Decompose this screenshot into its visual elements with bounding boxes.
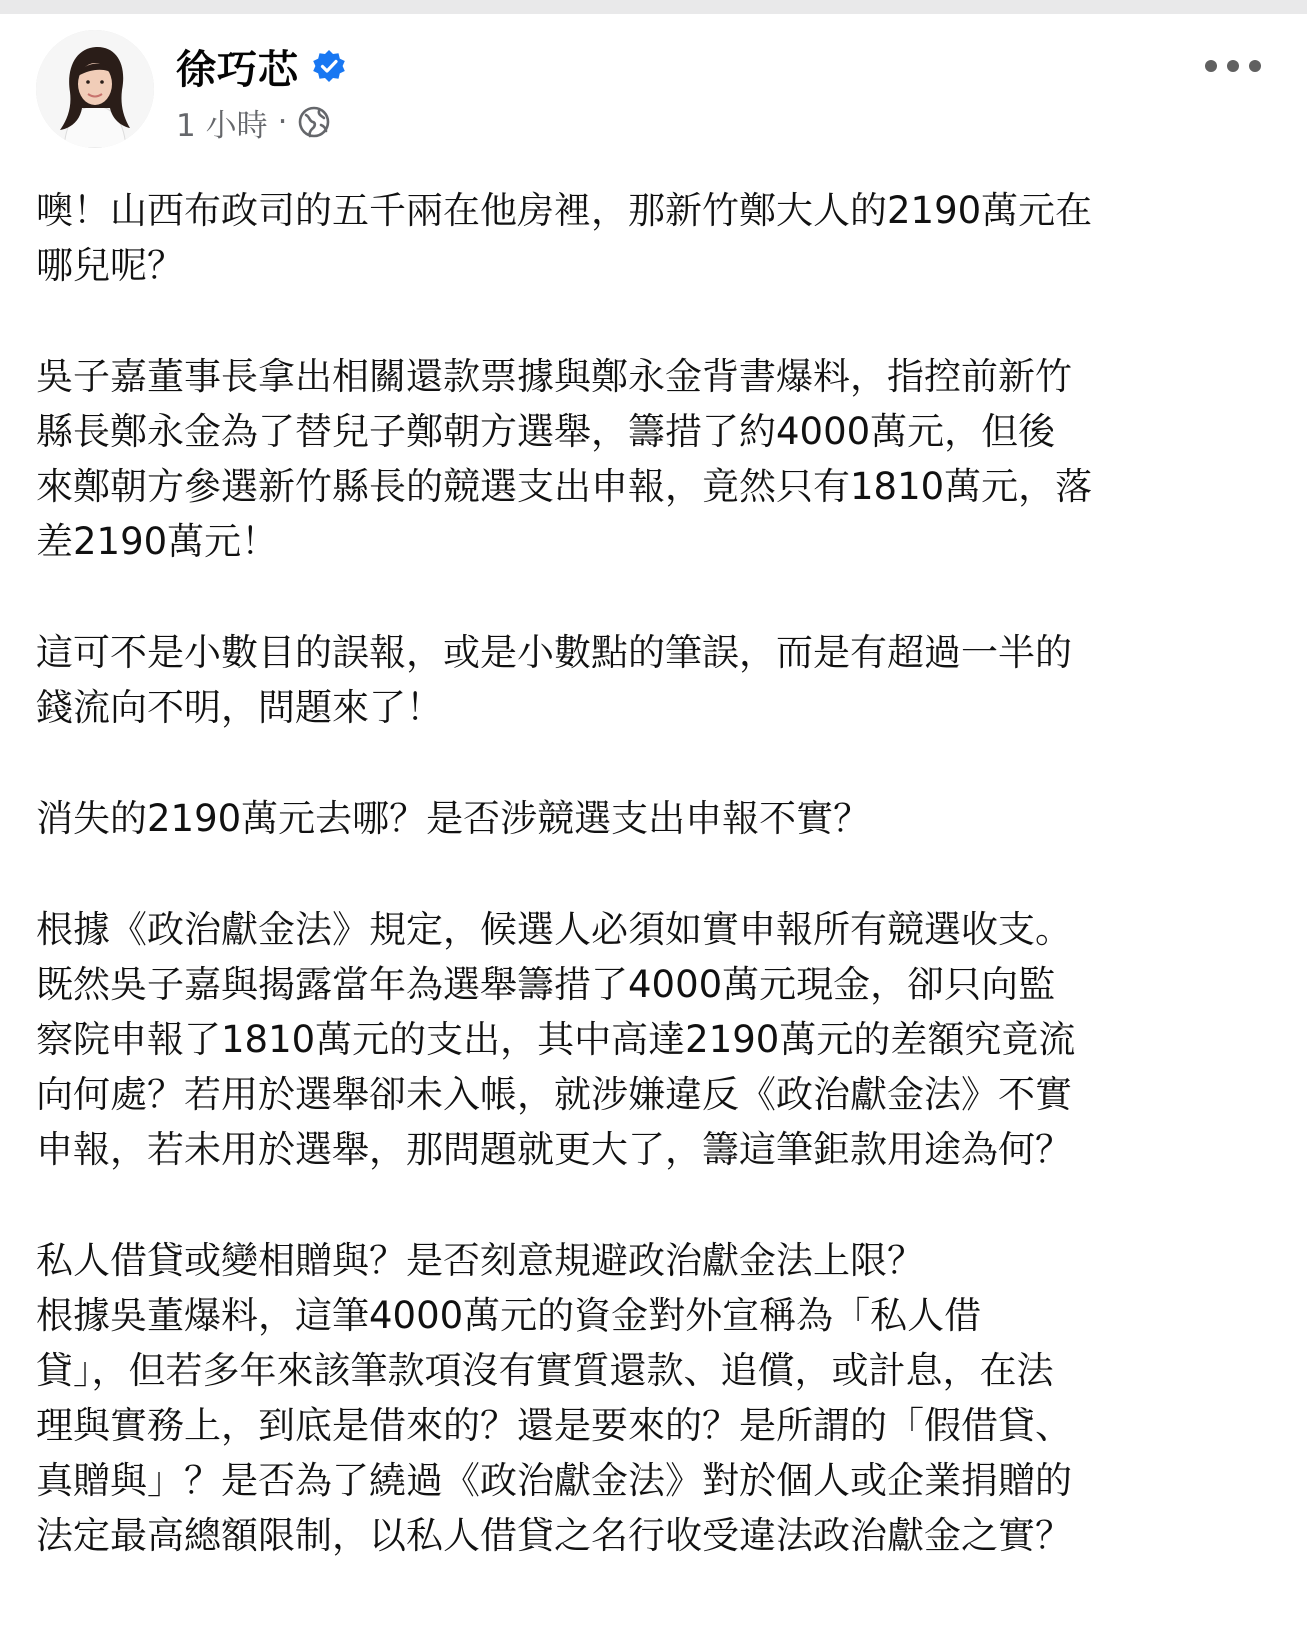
post-text-line: 既然吳子嘉與揭露當年為選舉籌措了4000萬元現金，卻只向監 (36, 963, 1056, 1006)
post-text-line: 來鄭朝方參選新竹縣長的競選支出申報，竟然只有1810萬元，落 (36, 465, 1093, 508)
post-text-line: 根據吳董爆料，這筆4000萬元的資金對外宣稱為「私人借 (36, 1294, 982, 1337)
post-paragraph (36, 791, 1276, 846)
post-text-line: 貸」，但若多年來該筆款項沒有實質還款、追償，或計息，在法 (36, 1349, 1054, 1392)
post-text-line: 噢！山西布政司的五千兩在他房裡，那新竹鄭大人的2190萬元在 (36, 189, 1093, 232)
avatar[interactable] (36, 30, 154, 148)
post-text-line: 私人借貸或變相贈與？是否刻意規避政治獻金法上限？ (36, 1239, 924, 1282)
post-text-line: 錢流向不明，問題來了！ (36, 686, 443, 729)
avatar-image (36, 30, 154, 148)
post-text-line: 根據《政治獻金法》規定，候選人必須如實申報所有競選收支。 (36, 908, 1072, 951)
post-text-line: 理與實務上，到底是借來的？還是要來的？是所謂的「假借貸、 (36, 1404, 1072, 1447)
post-paragraph (36, 1233, 1276, 1563)
post-text-line: 申報，若未用於選舉，那問題就更大了，籌這筆鉅款用途為何？ (36, 1128, 1072, 1171)
post-text-line: 消失的2190萬元去哪？是否涉競選支出申報不實？ (36, 797, 871, 840)
author-row (176, 36, 347, 96)
post-text-line: 縣長鄭永金為了替兒子鄭朝方選舉，籌措了約4000萬元，但後 (36, 410, 1056, 453)
post-text-line: 察院申報了1810萬元的支出，其中高達2190萬元的差額究竟流 (36, 1018, 1076, 1061)
post-text-line: 真贈與」？是否為了繞過《政治獻金法》對於個人或企業捐贈的 (36, 1459, 1072, 1502)
meta-separator: · (277, 104, 288, 140)
more-options-icon[interactable] (1205, 56, 1261, 76)
author-name[interactable]: 徐巧芯 (176, 46, 299, 93)
post-paragraph (36, 349, 1276, 569)
post-meta (176, 100, 331, 144)
verified-badge-icon (311, 48, 347, 84)
post-text-line: 吳子嘉董事長拿出相關還款票據與鄭永金背書爆料，指控前新竹 (36, 355, 1072, 398)
post-time[interactable]: 1 小時 (176, 107, 268, 144)
post-text-line: 這可不是小數目的誤報，或是小數點的筆誤，而是有超過一半的 (36, 631, 1072, 674)
post-text-line: 法定最高總額限制，以私人借貸之名行收受違法政治獻金之實？ (36, 1514, 1072, 1557)
post-text-line: 哪兒呢？ (36, 244, 184, 287)
post-header (36, 30, 1271, 155)
post-text-line: 差2190萬元！ (36, 520, 279, 563)
globe-icon[interactable] (297, 105, 331, 139)
post-text-line: 向何處？若用於選舉卻未入帳，就涉嫌違反《政治獻金法》不實 (36, 1073, 1072, 1116)
post-paragraph (36, 625, 1276, 735)
post-paragraph (36, 183, 1276, 293)
top-edge-bar (0, 0, 1307, 14)
post-body (36, 183, 1276, 1619)
post-paragraph (36, 902, 1276, 1177)
